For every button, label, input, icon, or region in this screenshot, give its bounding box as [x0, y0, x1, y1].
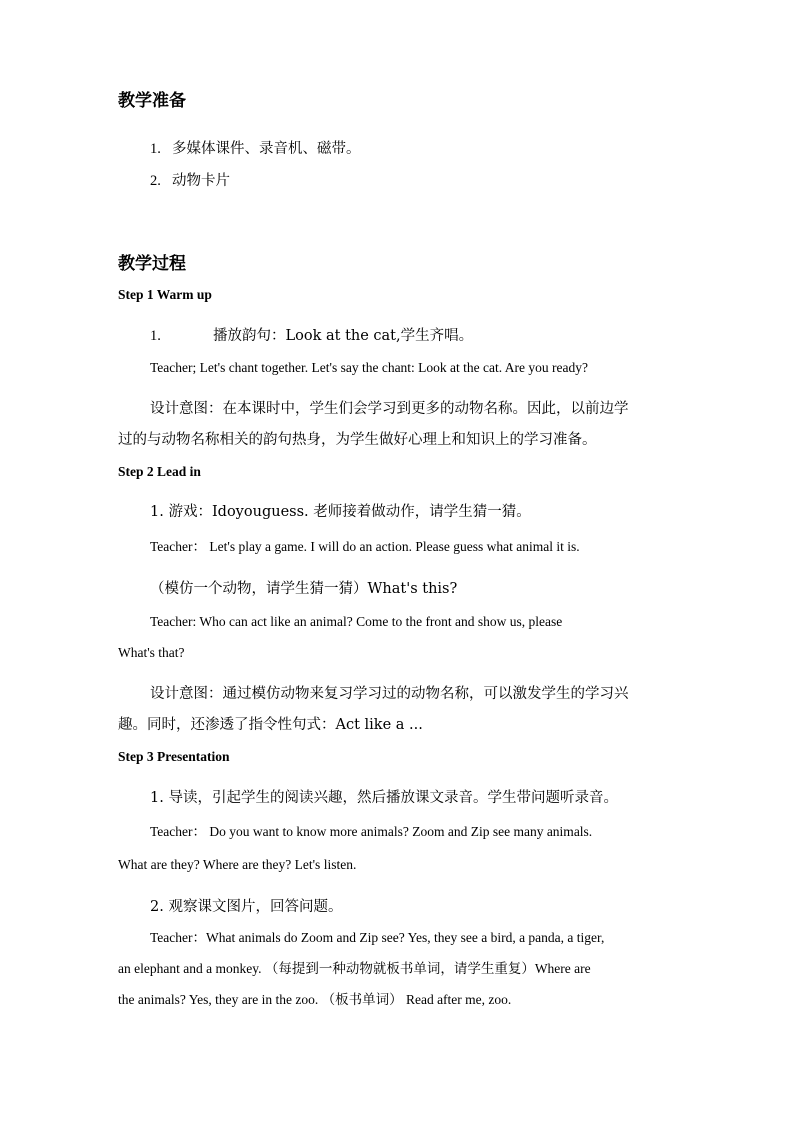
prep-item-2-text: 动物卡片 [172, 173, 230, 189]
step3-teacher-1-line-1: Teacher： Do you want to know more animals? Zoom and Zip see many animals. [150, 824, 593, 839]
step2-teacher-line-2: Teacher: Who can act like an animal? Come to the front and show us, please [150, 614, 563, 629]
prep-item-1 [150, 139, 361, 159]
prep-item-2-num: 2. [150, 173, 161, 189]
step2-imitate-line: （模仿一个动物，请学生猜一猜）What's this? [150, 581, 458, 597]
step1-item-1 [150, 326, 473, 346]
section-heading-prep: 教学准备 [118, 91, 186, 111]
prep-item-1-num: 1. [150, 141, 161, 157]
prep-item-1-text: 多媒体课件、录音机、磁带。 [172, 141, 361, 157]
section-heading-process: 教学过程 [118, 254, 186, 274]
step1-title: Step 1 Warm up [118, 287, 212, 302]
step3-teacher-1-line-2: What are they? Where are they? Let's listen. [118, 857, 357, 872]
step2-whats-that-line: What's that? [118, 645, 185, 660]
step1-teacher-line: Teacher; Let's chant together. Let's say the chant: Look at the cat. Are you ready? [150, 360, 588, 375]
step1-design-line-1: 设计意图：在本课时中，学生们会学习到更多的动物名称。因此，以前边学 [150, 401, 629, 417]
step2-game-line: 1. 游戏：Idoyouguess. 老师接着做动作，请学生猜一猜。 [150, 504, 531, 520]
step3-item-2: 2. 观察课文图片，回答问题。 [150, 899, 343, 915]
step3-teacher-2-line-3: the animals? Yes, they are in the zoo. （板书单词） Read after me, zoo. [118, 992, 512, 1007]
step1-item-1-num: 1. [150, 328, 161, 344]
step2-title: Step 2 Lead in [118, 464, 201, 479]
step2-teacher-line-1: Teacher： Let's play a game. I will do an action. Please guess what animal it is. [150, 539, 580, 554]
prep-item-2 [150, 171, 230, 191]
step3-title: Step 3 Presentation [118, 749, 230, 764]
step2-design-line-2: 趣。同时，还渗透了指令性句式：Act like a ... [118, 717, 423, 733]
step2-design-line-1: 设计意图：通过模仿动物来复习学习过的动物名称，可以激发学生的学习兴 [150, 686, 629, 702]
step1-item-1-text: 播放韵句：Look at the cat,学生齐唱。 [213, 328, 474, 344]
step1-design-line-2: 过的与动物名称相关的韵句热身，为学生做好心理上和知识上的学习准备。 [118, 432, 597, 448]
step3-item-1: 1. 导读，引起学生的阅读兴趣，然后播放课文录音。学生带问题听录音。 [150, 790, 618, 806]
step3-teacher-2-line-1: Teacher：What animals do Zoom and Zip see? Yes, they see a bird, a panda, a tiger, [150, 930, 605, 945]
step3-teacher-2-line-2: an elephant and a monkey. （每提到一种动物就板书单词，请学生重复）Where are [118, 961, 591, 976]
